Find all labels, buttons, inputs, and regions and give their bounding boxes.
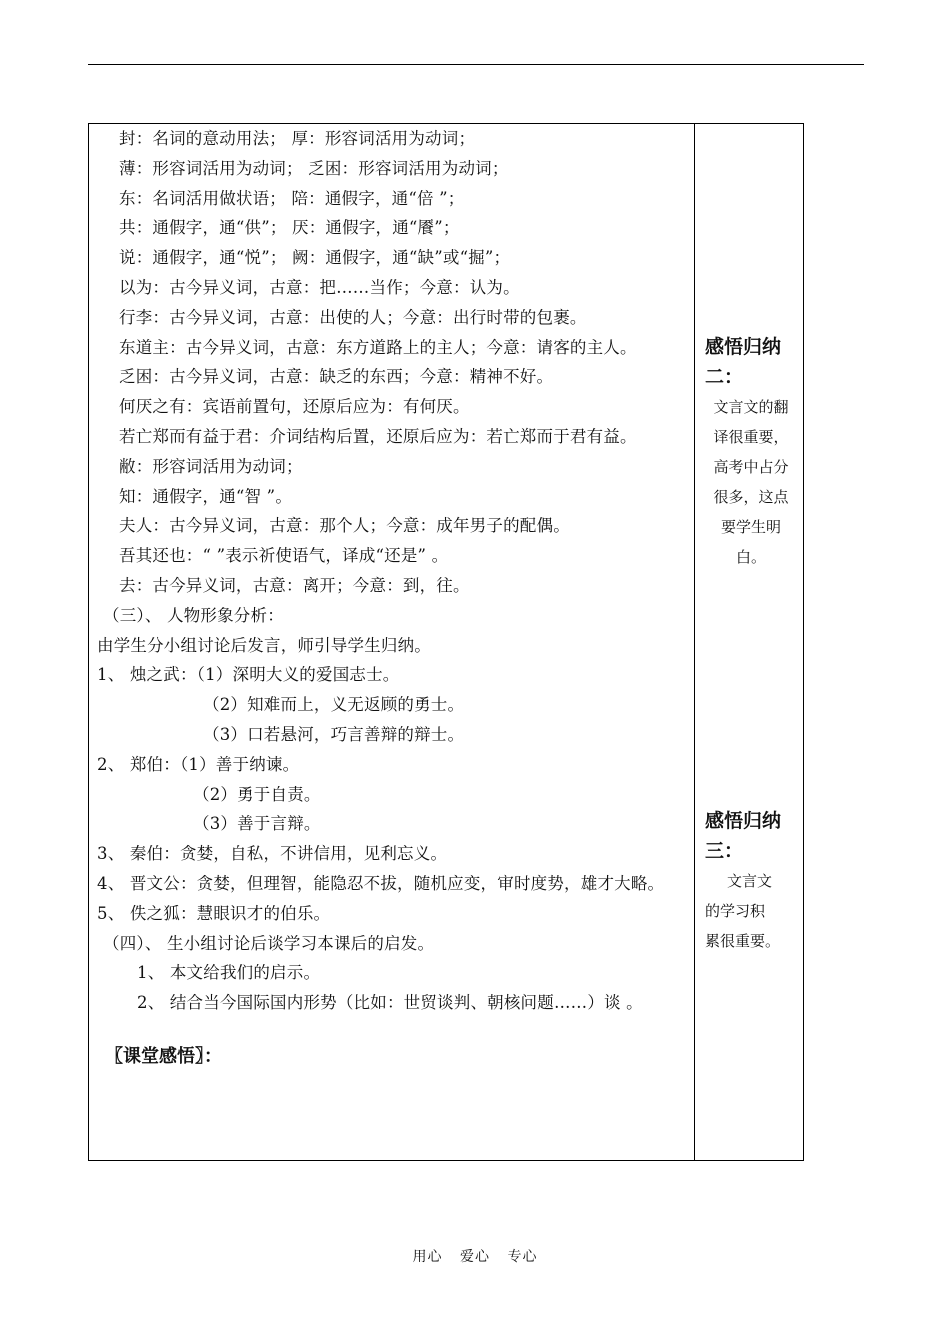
- note-line: 去：古今异义词，古意：离开；今意：到，往。: [119, 576, 470, 595]
- note-line: （3）口若悬河，巧言善辩的辩士。: [203, 725, 465, 744]
- note-line: 1、 本文给我们的启示。: [137, 963, 321, 983]
- page-footer: 用心 爱心 专心: [412, 1249, 538, 1265]
- note-line: 3、 秦伯：贪婪，自私，不讲信用，见利忘义。: [97, 844, 448, 864]
- main-column: [89, 124, 694, 1160]
- note-line: （四）、 生小组讨论后谈学习本课后的启发。: [103, 933, 435, 953]
- note-line: 若亡郑而有益于君：介词结构后置，还原后应为：若亡郑而于君有益。: [119, 427, 637, 446]
- insight-body-3: 文言文 的学习积 累很重要。: [705, 872, 781, 950]
- note-line: 薄：形容词活用为动词； 乏困：形容词活用为动词；: [119, 158, 509, 178]
- note-line: 2、 郑伯：（1）善于纳谏。: [97, 754, 300, 774]
- note-line: 1、 烛之武：（1）深明大义的爱国志士。: [97, 665, 400, 685]
- note-line: 以为：古今异义词，古意：把……当作；今意：认为。: [119, 278, 520, 297]
- note-line: 东道主：古今异义词，古意：东方道路上的主人；今意：请客的主人。: [119, 337, 637, 357]
- lesson-table: [88, 123, 804, 1161]
- note-line: 知：通假字，通“智 ”。: [119, 486, 293, 506]
- note-line: （3）善于言辩。: [193, 814, 321, 834]
- note-line: 封：名词的意动用法； 厚：形容词活用为动词；: [119, 129, 476, 148]
- classroom-insight-title: 〖课堂感悟〗：: [105, 1046, 222, 1067]
- insight-body-2: 文言文的翻 译很重要， 高考中占分 很多，这点 要学生明 白。: [713, 398, 789, 566]
- note-line: 吾其还也：“ ”表示祈使语气，译成“还是” 。: [119, 546, 449, 566]
- note-line: 夫人：古今异义词，古意：那个人；今意：成年男子的配偶。: [119, 516, 570, 536]
- note-line: 行李：古今异义词，古意：出使的人；今意：出行时带的包裹。: [119, 307, 587, 327]
- note-line: 敝：形容词活用为动词；: [119, 456, 303, 476]
- note-line: （2）知难而上，义无返顾的勇士。: [203, 695, 465, 715]
- note-line: （三）、 人物形象分析：: [103, 605, 284, 625]
- note-line: 东：名词活用做状语； 陪：通假字，通“倍 ”；: [119, 188, 465, 208]
- note-line: 共：通假字，通“供”； 厌：通假字，通“餍”；: [119, 218, 460, 238]
- note-line: 说：通假字，通“悦”； 阙：通假字，通“缺”或“掘”；: [119, 248, 511, 268]
- note-line: 2、 结合当今国际国内形势（比如：世贸谈判、朝核问题……）谈 。: [137, 993, 643, 1013]
- note-line: 由学生分小组讨论后发言，师引导学生归纳。: [97, 635, 431, 655]
- insight-heading-3: 感悟归纳 三：: [705, 810, 782, 862]
- insight-heading-2: 感悟归纳 二：: [705, 336, 782, 388]
- note-line: 4、 晋文公：贪婪，但理智，能隐忍不拔，随机应变，审时度势，雄才大略。: [97, 874, 665, 893]
- side-column: [695, 124, 803, 1160]
- note-line: （2）勇于自责。: [193, 784, 321, 804]
- note-line: 何厌之有：宾语前置句，还原后应为：有何厌。: [119, 397, 470, 417]
- note-line: 5、 佚之狐：慧眼识才的伯乐。: [97, 903, 331, 923]
- note-line: 乏困：古今异义词，古意：缺乏的东西；今意：精神不好。: [119, 367, 554, 387]
- header-rule: [88, 64, 864, 65]
